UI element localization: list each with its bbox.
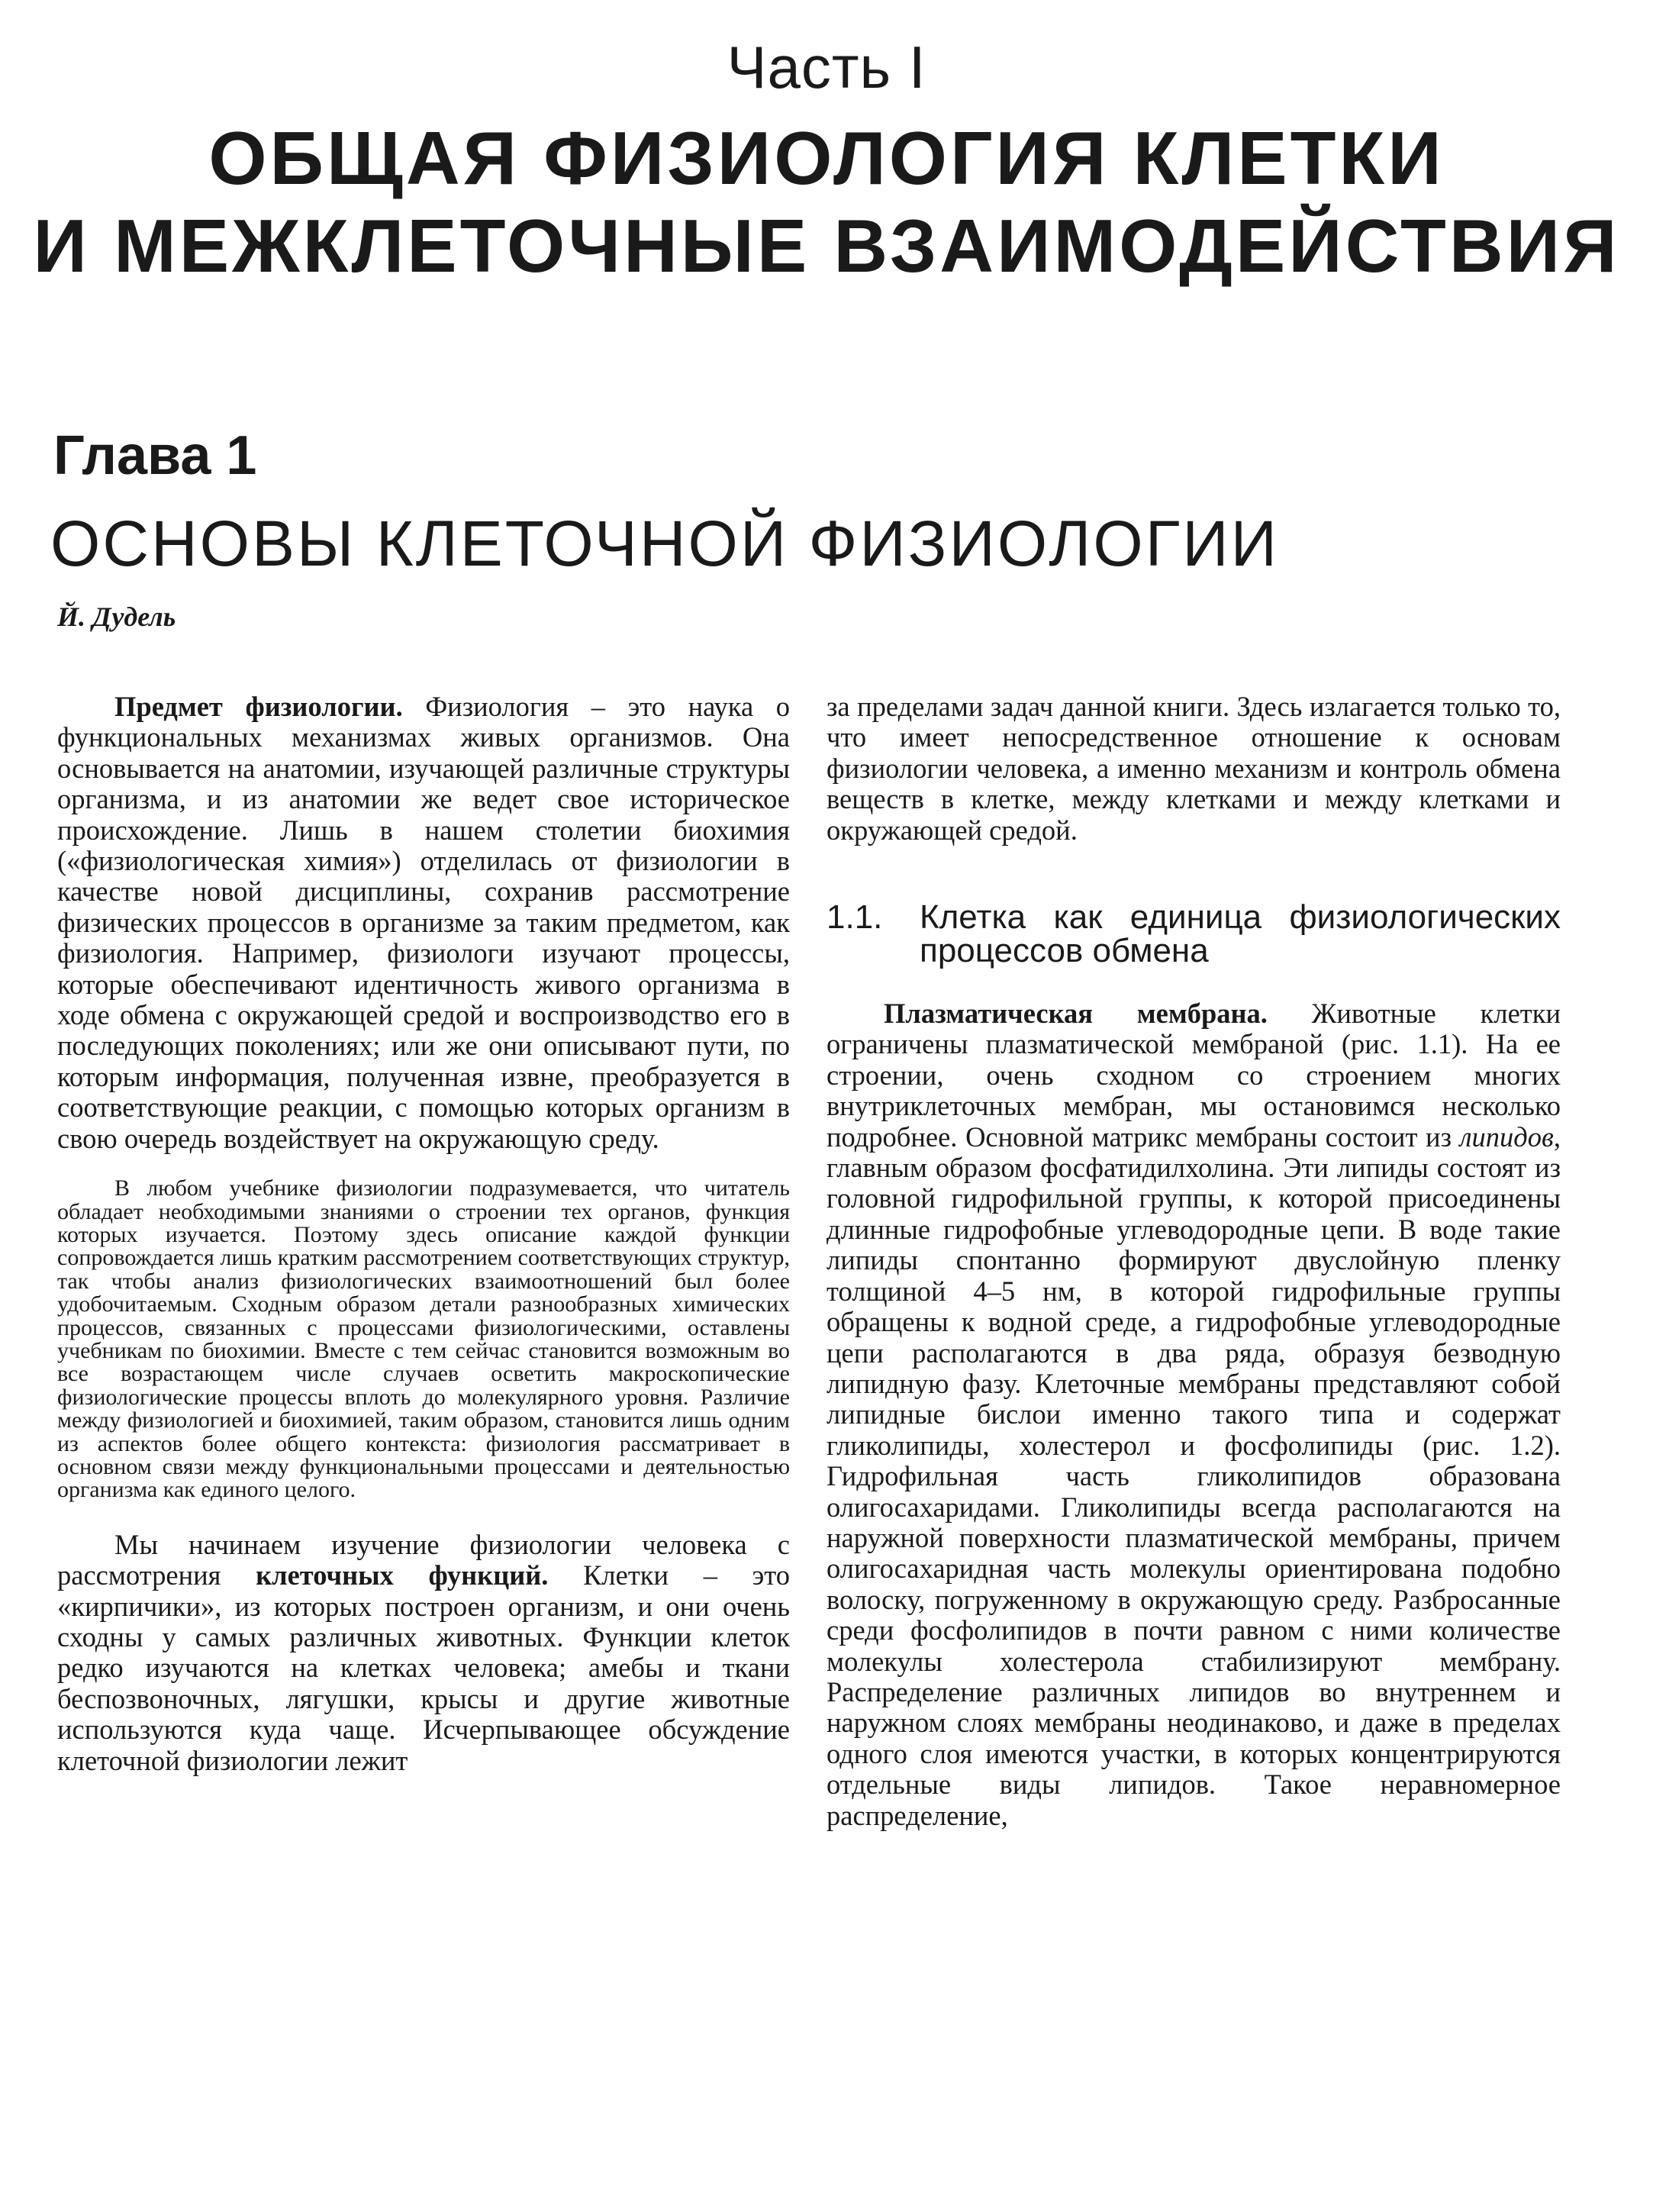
small-print-note: В любом учебнике физиологии подразумевается, что читатель обладает необходимыми знаниями о строении тех органов, функция которых изучается. Поэтому здесь описание каждой функции сопровождается лишь кратким рассмотрением соответствующих структур, так чтобы анализ физиологических взаимоотношений был более удобочитаемым. Сходным образом детали разнообразных химических процессов, связанных с процессами физиологическими, оставлены учебникам по биохимии. Вместе с тем сейчас становится возможным во все возрастающем числе случаев осветить макроскопические физиологические процессы вплоть до молекулярного уровня. Различие между физиологией и биохимией, таким образом, становится лишь одним из аспектов более общего контекста: физиология рассматривает в основном связи между функциональными процессами и деятельностью организма как единого целого. bbox=[57, 1175, 790, 1503]
chapter-title: ОСНОВЫ КЛЕТОЧНОЙ ФИЗИОЛОГИИ bbox=[50, 508, 1279, 579]
paragraph-text: Животные клетки ограничены плазматической мембраной (рис. 1.1). На ее строении, очень сходном со строением многих внутриклеточных мембран, мы остановимся несколько подробнее. Основной матрикс мембраны состоит из bbox=[826, 998, 1561, 1153]
part-title-line-2: И МЕЖКЛЕТОЧНЫЕ ВЗАИМОДЕЙСТВИЯ bbox=[33, 204, 1620, 288]
chapter-author: Й. Дудель bbox=[57, 601, 176, 632]
run-in-heading: Плазматическая мембрана. bbox=[884, 998, 1268, 1030]
part-title-line-1: ОБЩАЯ ФИЗИОЛОГИЯ КЛЕТКИ bbox=[208, 116, 1445, 200]
paragraph-plasma-membrane bbox=[826, 998, 1561, 1831]
italic-term: липидов bbox=[1459, 1121, 1554, 1153]
paragraph-text: , главным образом фосфатидилхолина. Эти липиды состоят из головной гидрофильной группы, к которой присоединены длинные гидрофобные углеводородные цепи. В воде такие липиды спонтанно формируют двуслойную пленку толщиной 4–5 нм, в которой гидрофильные группы обращены к водной среде, а гидрофобные углеводородные цепи располагаются в два ряда, образуя безводную липидную фазу. Клеточные мембраны представляют собой липидные бислои именно такого типа и содержат гликолипиды, холестерол и фосфолипиды (рис. 1.2). Гидрофильная часть гликолипидов образована олигосахаридами. Гликолипиды всегда располагаются на наружной поверхности плазматической мембраны, причем олигосахаридная часть молекулы ориентирована подобно волоску, погруженному в окружающую среду. Разбросанные среди фосфолипидов в почти равном с ними количестве молекулы холестерола стабилизируют мембрану. Распределение различных липидов во внутреннем и наружном слоях мембраны неодинаково, и даже в пределах одного слоя имеются участки, в которых концентрируются отдельные виды липидов. Такое неравномерное распределение, bbox=[826, 1121, 1561, 1831]
section-heading bbox=[826, 898, 1561, 970]
run-in-heading: Предмет физиологии. bbox=[114, 691, 403, 722]
section-title: Клетка как единица физиологических процессов обмена bbox=[920, 898, 1561, 970]
paragraph-text: Физиология – это наука о функциональных механизмах живых организмов. Она основывается на анатомии, изучающей различные структуры организма, и из анатомии же ведет свое историческое происхождение. Лишь в нашем столетии биохимия («физиологическая химия») отделилась от физиологии в качестве новой дисциплины, сохранив рассмотрение физических процессов в организме за таким предметом, как физиология. Например, физиологи изучают процессы, которые обеспечивают идентичность живого организма в ходе обмена с окружающей средой и воспроизводство его в последующих поколениях; или же они описывают пути, по которым информация, полученная извне, преобразуется в соответствующие реакции, с помощью которых организм в свою очередь воздействует на окружающую среду. bbox=[57, 691, 790, 1154]
part-title bbox=[0, 114, 1653, 290]
left-column bbox=[57, 692, 790, 1776]
paragraph-cell-functions bbox=[57, 1530, 790, 1776]
paragraph-continuation: за пределами задач данной книги. Здесь излагается только то, что имеет непосредственное отношение к основам физиологии человека, а именно механизм и контроль обмена веществ в клетке, между клетками и между клетками и окружающей средой. bbox=[826, 691, 1561, 846]
bold-term: клеточных функций. bbox=[256, 1559, 549, 1591]
paragraph-text: Мы начинаем изучение физиологии человека с рассмотрения bbox=[57, 1528, 790, 1591]
right-column bbox=[826, 692, 1561, 1831]
chapter-label: Глава 1 bbox=[53, 425, 257, 486]
paragraph-text: Клетки – это «кирпичики», из которых построен организм, и они очень сходны у самых различных животных. Функции клеток редко изучаются на клетках человека; амебы и ткани беспозвоночных, лягушки, крысы и другие животные используются куда чаще. Исчерпывающее обсуждение клеточной физиологии лежит bbox=[57, 1559, 791, 1776]
paragraph-subject-of-physiology bbox=[57, 692, 790, 1154]
part-label: Часть I bbox=[727, 34, 926, 101]
section-number: 1.1. bbox=[826, 898, 883, 937]
